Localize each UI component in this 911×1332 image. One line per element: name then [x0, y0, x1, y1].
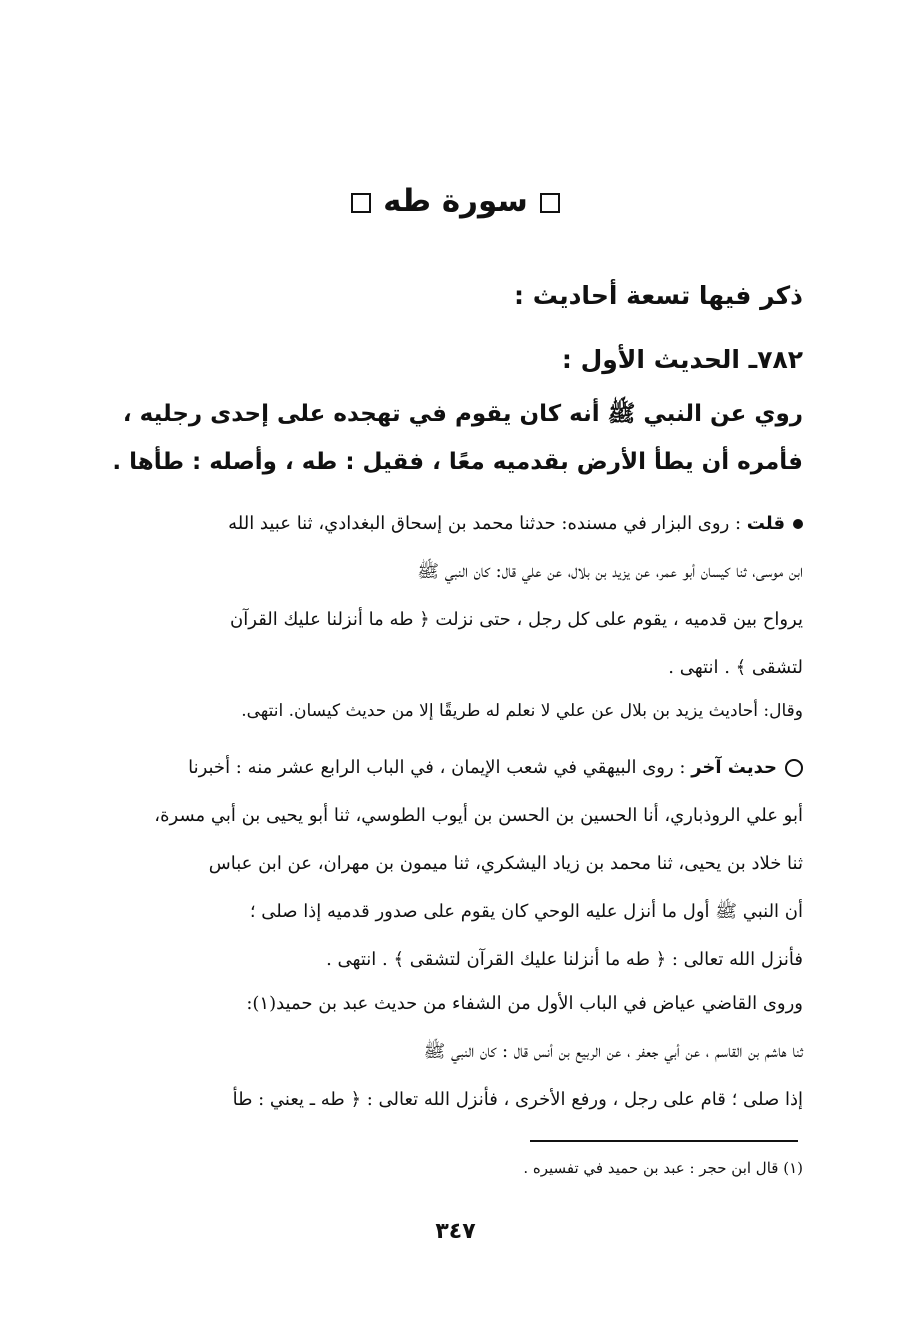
paragraph-line: وقال: أحاديث يزيد بن بلال عن علي لا نعلم له طريقًا إلا من حديث كيسان. انتهى. — [241, 701, 803, 721]
paragraph-line — [80, 500, 803, 548]
paragraph-line — [80, 744, 803, 792]
hadith-akhar-label: حديث آخر — [691, 757, 777, 778]
bullet-dot-icon — [793, 519, 803, 529]
paragraph-line: ثنا هاشم بن القاسم ، عن أبي جعفر ، عن الربيع بن أنس قال : كان النبي ﷺ — [423, 1041, 803, 1062]
paragraph-line: ابن موسى، ثنا كيسان أبو عمر، عن يزيد بن بلال، عن علي قال: كان النبي ﷺ — [417, 561, 803, 582]
square-ornament-icon — [540, 193, 560, 213]
paragraph-line: فأنزل الله تعالى : ﴿ طه ما أنزلنا عليك القرآن لتشقى ﴾ . انتهى . — [326, 949, 803, 970]
qadi-paragraph — [80, 980, 803, 1124]
qult-paragraph — [80, 500, 803, 692]
hadith-text — [80, 390, 803, 486]
footnote-divider — [530, 1140, 798, 1142]
page-number: ٣٤٧ — [435, 1219, 476, 1244]
paragraph-line: لتشقى ﴾ . انتهى . — [668, 657, 803, 678]
paragraph-line: وروى القاضي عياض في الباب الأول من الشفاء من حديث عبد بن حميد(١): — [246, 993, 803, 1014]
hadith-number-heading: ٧٨٢ـ الحديث الأول : — [561, 345, 803, 374]
footnote: (١) قال ابن حجر : عبد بن حميد في تفسيره . — [523, 1159, 803, 1177]
surah-title-text: سورة طه — [383, 183, 528, 219]
hadith-text-line: روي عن النبي ﷺ أنه كان يقوم في تهجده على إحدى رجليه ، — [122, 401, 803, 427]
hadith-akhar-paragraph — [80, 744, 803, 984]
surah-title — [0, 178, 911, 224]
qala-paragraph — [80, 690, 803, 732]
hadith-text-line: فأمره أن يطأ الأرض بقدميه معًا ، فقيل : طه ، وأصله : طأها . — [112, 449, 803, 475]
circle-bullet-icon — [785, 759, 803, 777]
line-text: : روى البيهقي في شعب الإيمان ، في الباب الرابع عشر منه : أخبرنا — [188, 757, 686, 778]
paragraph-line: أبو علي الروذباري، أنا الحسين بن الحسن بن أيوب الطوسي، ثنا أبو يحيى بن أبي مسرة، — [154, 805, 803, 826]
qult-label: قلت — [746, 513, 785, 534]
paragraph-line: يرواح بين قدميه ، يقوم على كل رجل ، حتى نزلت ﴿ طه ما أنزلنا عليك القرآن — [230, 609, 803, 630]
intro-heading: ذكر فيها تسعة أحاديث : — [514, 281, 803, 310]
paragraph-line: أن النبي ﷺ أول ما أنزل عليه الوحي كان يقوم على صدور قدميه إذا صلى ؛ — [249, 901, 803, 922]
paragraph-line: ثنا خلاد بن يحيى، ثنا محمد بن زياد اليشكري، ثنا ميمون بن مهران، عن ابن عباس — [208, 853, 803, 874]
line-text: : روى البزار في مسنده: حدثنا محمد بن إسحاق البغدادي، ثنا عبيد الله — [228, 513, 742, 534]
square-ornament-icon — [351, 193, 371, 213]
paragraph-line: إذا صلى ؛ قام على رجل ، ورفع الأخرى ، فأنزل الله تعالى : ﴿ طه ـ يعني : طأ — [232, 1089, 803, 1110]
